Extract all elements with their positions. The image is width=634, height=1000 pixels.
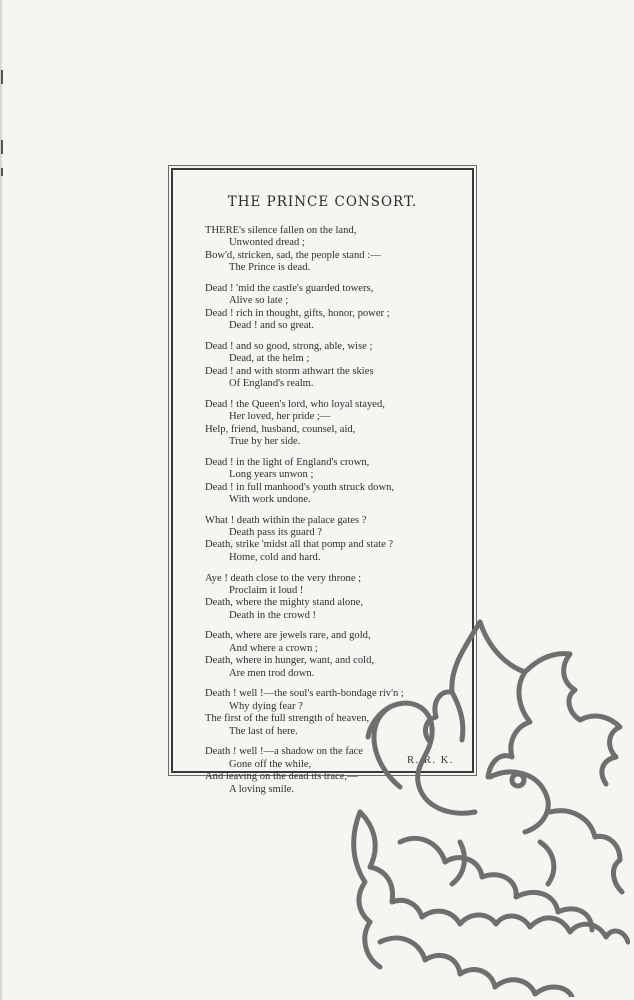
poem-line: Dead ! and with storm athwart the skies bbox=[205, 365, 374, 377]
stanza bbox=[205, 573, 464, 623]
poem-line: Dead ! rich in thought, gifts, honor, power ; bbox=[205, 307, 390, 319]
poem-line: Alive so late ; bbox=[229, 295, 289, 307]
poem-line: Death, strike 'midst all that pomp and state ? bbox=[205, 539, 394, 551]
poem-line: Proclaim it loud ! bbox=[229, 584, 304, 596]
poem-line: And where a crown ; bbox=[229, 642, 318, 654]
poem-line: Death ! well !—the soul's earth-bondage riv'n ; bbox=[205, 688, 404, 700]
poem-line: Death ! well !—a shadow on the face bbox=[205, 746, 363, 758]
poem-line: The last of here. bbox=[229, 725, 298, 737]
stanza bbox=[205, 688, 464, 738]
poem-line: Dead ! in the light of England's crown, bbox=[205, 456, 370, 468]
page-mark bbox=[1, 140, 3, 154]
poem-line: Gone off the while, bbox=[229, 758, 312, 770]
poem-line: Long years unwon ; bbox=[229, 469, 314, 481]
poem-line: Dead ! 'mid the castle's guarded towers, bbox=[205, 282, 374, 294]
poem-line: Death in the crowd ! bbox=[229, 609, 317, 621]
poem-signature: R. R. K. bbox=[406, 755, 454, 766]
poem-line: Dead ! the Queen's lord, who loyal stayed, bbox=[205, 398, 385, 410]
poem-line: Death, where the mighty stand alone, bbox=[205, 597, 363, 609]
poem-line: Dead ! in full manhood's youth struck down, bbox=[205, 481, 395, 493]
poem-line: The first of the full strength of heaven, bbox=[205, 713, 370, 725]
poem-line: What ! death within the palace gates ? bbox=[205, 514, 367, 526]
poem-line: Bow'd, stricken, sad, the people stand :— bbox=[205, 249, 381, 261]
poem-line: Death, where are jewels rare, and gold, bbox=[205, 630, 371, 642]
poem-line: Of England's realm. bbox=[229, 378, 314, 390]
stanza bbox=[205, 457, 464, 507]
poem-line: Dead ! and so great. bbox=[229, 320, 315, 332]
poem-line: Death, where in hunger, want, and cold, bbox=[205, 655, 375, 667]
poem-line: Are men trod down. bbox=[229, 667, 315, 679]
stanza bbox=[205, 515, 464, 565]
poem-title: THE PRINCE CONSORT. bbox=[227, 194, 418, 210]
stanza bbox=[205, 746, 464, 796]
poem-line: Dead, at the helm ; bbox=[229, 353, 310, 365]
poem-line: A loving smile. bbox=[229, 783, 295, 795]
stanza bbox=[205, 225, 464, 275]
poem-line: Home, cold and hard. bbox=[229, 551, 321, 563]
stanza bbox=[205, 341, 464, 391]
stanza bbox=[205, 630, 464, 680]
poem-line: Unwonted dread ; bbox=[229, 237, 305, 249]
poem-line: Why dying fear ? bbox=[229, 700, 303, 712]
poem-line: Help, friend, husband, counsel, aid, bbox=[205, 423, 356, 435]
poem-line: The Prince is dead. bbox=[229, 262, 311, 274]
stanza bbox=[205, 283, 464, 333]
poem-line: Death pass its guard ? bbox=[229, 527, 322, 539]
poem-line: And leaving on the dead its trace,— bbox=[205, 771, 358, 783]
poem-line: With work undone. bbox=[229, 493, 311, 505]
poem-line: THERE's silence fallen on the land, bbox=[205, 225, 357, 236]
page-mark bbox=[1, 70, 3, 84]
poem-stanzas bbox=[205, 225, 464, 804]
page-mark bbox=[1, 168, 3, 176]
poem-line: Dead ! and so good, strong, able, wise ; bbox=[205, 340, 373, 352]
poem-box bbox=[171, 168, 474, 795]
poem-line: True by her side. bbox=[229, 435, 301, 447]
poem-line: Aye ! death close to the very throne ; bbox=[205, 572, 362, 584]
stanza bbox=[205, 399, 464, 449]
poem-line: Her loved, her pride ;— bbox=[229, 411, 331, 423]
